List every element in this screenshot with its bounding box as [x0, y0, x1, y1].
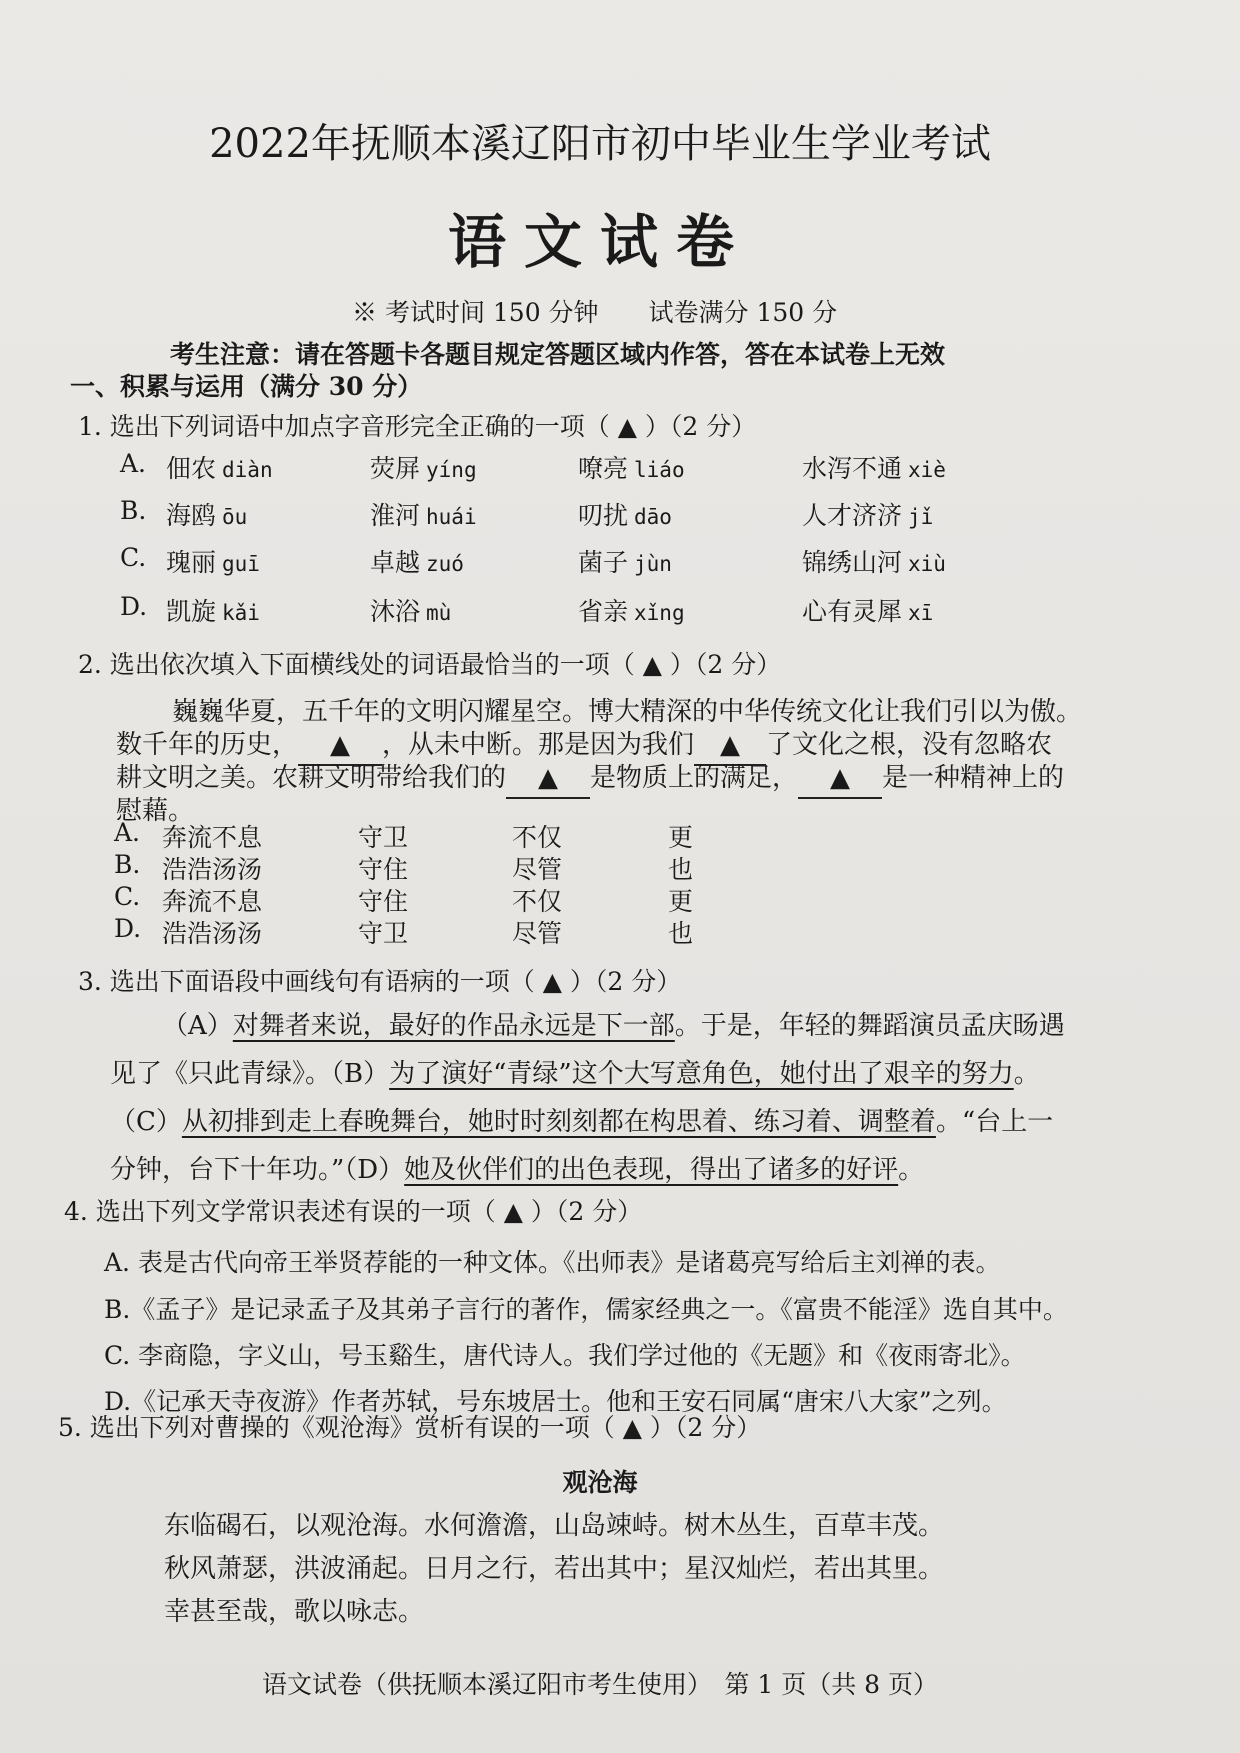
q1-option-label: B. — [120, 496, 147, 525]
q2-option-word: 不仅 — [512, 823, 563, 852]
q2-option-word: 守卫 — [358, 823, 409, 852]
poem-line: 东临碣石，以观沧海。水何澹澹，山岛竦峙。树木丛生，百草丰茂。 — [164, 1511, 945, 1541]
q1-option-label: A. — [120, 449, 147, 478]
poem-line: 秋风萧瑟，洪波涌起。日月之行，若出其中；星汉灿烂，若出其里。 — [164, 1554, 945, 1584]
q2-option-word: 尽管 — [512, 855, 563, 884]
q2-passage-line: 耕文明之美。农耕文明带给我们的 ▲ 是物质上的满足， ▲ 是一种精神上的 — [116, 760, 1064, 799]
q2-passage-line: 慰藉。 — [116, 796, 195, 826]
underlined-sentence: 她及伙伴们的出色表现，得出了诸多的好评 — [404, 1155, 899, 1185]
poem-line: 幸甚至哉，歌以咏志。 — [164, 1597, 425, 1627]
section-heading: 一、积累与运用（满分 30 分） — [70, 372, 423, 401]
q2-option-label: D. — [114, 914, 142, 943]
q1-option-word: 锦绣山河 xiù — [802, 548, 946, 577]
q1-option-word: 心有灵犀 xī — [802, 597, 934, 626]
q2-option-word: 尽管 — [512, 919, 563, 948]
q3-passage-line: （C）从初排到走上春晚舞台，她时时刻刻都在构思着、练习着、调整着。“台上一 — [110, 1107, 1054, 1137]
q2-option-word: 更 — [668, 823, 694, 852]
fill-blank: ▲ — [298, 727, 382, 766]
q1-option-word: 荧屏 yíng — [370, 454, 477, 483]
q2-option-word: 不仅 — [512, 887, 563, 916]
q2-option-word: 也 — [668, 919, 694, 948]
q2-option-word: 也 — [668, 855, 694, 884]
q2-option-word: 浩浩汤汤 — [162, 855, 263, 884]
fill-blank: ▲ — [694, 727, 766, 766]
q1-option-word: 水泻不通 xiè — [802, 454, 946, 483]
q2-option-label: C. — [114, 882, 141, 911]
q1-option-word: 佃农 diàn — [166, 454, 273, 483]
q1-option-word: 省亲 xǐng — [578, 597, 685, 626]
page-footer: 语文试卷（供抚顺本溪辽阳市考生使用） 第 1 页（共 8 页） — [261, 1670, 939, 1699]
q4-option: C. 李商隐，字义山，号玉谿生，唐代诗人。我们学过他的《无题》和《夜雨寄北》。 — [104, 1341, 1026, 1370]
q2-passage-line: 数千年的历史， ▲ ，从未中断。那是因为我们 ▲ 了文化之根，没有忽略农 — [116, 727, 1052, 766]
q1-option-label: D. — [120, 592, 148, 621]
q1-option-word: 瑰丽 guī — [166, 548, 260, 577]
fill-blank: ▲ — [798, 760, 882, 799]
poem-title: 观沧海 — [562, 1468, 638, 1497]
q1-option-word: 凯旋 kǎi — [166, 597, 260, 626]
q2-option-word: 奔流不息 — [162, 823, 263, 852]
q2-option-word: 奔流不息 — [162, 887, 263, 916]
fill-blank: ▲ — [506, 760, 590, 799]
q2-option-label: A. — [114, 818, 141, 847]
q1-option-label: C. — [120, 543, 147, 572]
underlined-sentence: 对舞者来说，最好的作品永远是下一部 — [232, 1011, 675, 1041]
q1-option-word: 嘹亮 liáo — [578, 454, 685, 483]
q2-option-word: 更 — [668, 887, 694, 916]
question-4-stem: 4. 选出下列文学常识表述有误的一项（ ▲ ）（2 分） — [64, 1197, 643, 1226]
exam-time: ※ 考试时间 150 分钟 — [352, 298, 599, 327]
candidate-notice: 考生注意：请在答题卡各题目规定答题区域内作答，答在本试卷上无效 — [170, 340, 946, 369]
q3-passage-line: （A）对舞者来说，最好的作品永远是下一部。于是，年轻的舞蹈演员孟庆旸遇 — [162, 1011, 1065, 1041]
q2-option-word: 守住 — [358, 887, 409, 916]
full-score: 试卷满分 150 分 — [648, 298, 838, 327]
q3-passage-line: 分钟，台下十年功。”（D）她及伙伴们的出色表现，得出了诸多的好评。 — [110, 1155, 925, 1185]
underlined-sentence: 从初排到走上春晚舞台，她时时刻刻都在构思着、练习着、调整着 — [181, 1107, 936, 1137]
underlined-sentence: 为了演好“青绿”这个大写意角色，她付出了艰辛的努力 — [389, 1059, 1014, 1089]
q1-option-word: 淮河 huái — [370, 501, 477, 530]
q2-option-word: 守住 — [358, 855, 409, 884]
q2-option-label: B. — [114, 850, 141, 879]
exam-meta — [352, 293, 879, 329]
q1-option-word: 人才济济 jǐ — [802, 501, 934, 530]
question-3-stem: 3. 选出下面语段中画线句有语病的一项（ ▲ ）（2 分） — [78, 967, 682, 996]
q4-option: D.《记承天寺夜游》作者苏轼，号东坡居士。他和王安石同属“唐宋八大家”之列。 — [104, 1387, 1007, 1416]
question-1-stem: 1. 选出下列词语中加点字音形完全正确的一项（ ▲ ）（2 分） — [78, 412, 757, 441]
q4-option: B.《孟子》是记录孟子及其弟子言行的著作，儒家经典之一。《富贵不能淫》选自其中。 — [104, 1295, 1068, 1324]
q2-option-word: 守卫 — [358, 919, 409, 948]
q4-option: A. 表是古代向帝王举贤荐能的一种文体。《出师表》是诸葛亮写给后主刘禅的表。 — [104, 1248, 1001, 1277]
q1-option-word: 沐浴 mù — [370, 597, 452, 626]
q1-option-word: 叨扰 dāo — [578, 501, 672, 530]
q2-option-word: 浩浩汤汤 — [162, 919, 263, 948]
q1-option-word: 海鸥 ōu — [166, 501, 248, 530]
q1-option-word: 菌子 jùn — [578, 548, 672, 577]
q2-passage-line: 巍巍华夏，五千年的文明闪耀星空。博大精深的中华传统文化让我们引以为傲。 — [172, 697, 1083, 727]
q1-option-word: 卓越 zuó — [370, 548, 464, 577]
question-2-stem: 2. 选出依次填入下面横线处的词语最恰当的一项（ ▲ ）（2 分） — [78, 650, 782, 679]
question-5-stem: 5. 选出下列对曹操的《观沧海》赏析有误的一项（ ▲ ）（2 分） — [58, 1413, 762, 1442]
q3-passage-line: 见了《只此青绿》。（B）为了演好“青绿”这个大写意角色，她付出了艰辛的努力。 — [110, 1059, 1040, 1089]
paper-subject-title: 语文试卷 — [447, 208, 752, 276]
exam-title: 2022年抚顺本溪辽阳市初中毕业生学业考试 — [209, 121, 991, 167]
